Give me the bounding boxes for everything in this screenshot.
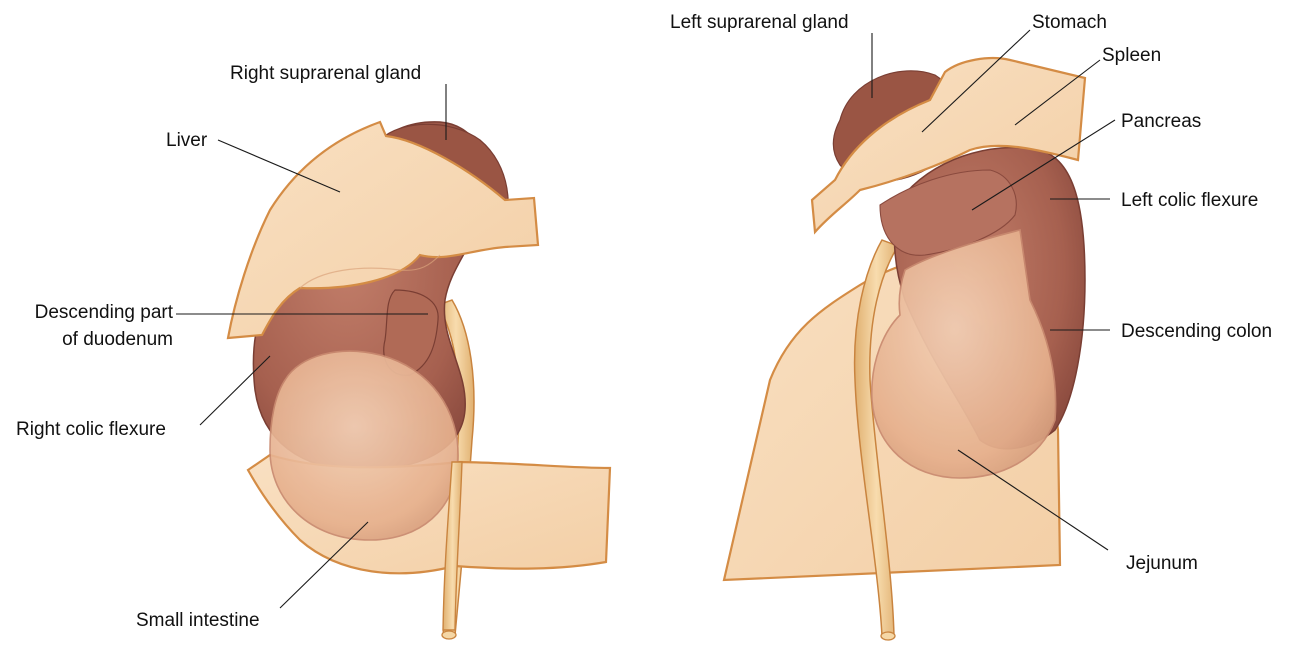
- label-left-suprarenal-gland: Left suprarenal gland: [670, 12, 849, 33]
- label-spleen: Spleen: [1102, 45, 1162, 66]
- left-ureter-end: [881, 632, 895, 640]
- label-right-colic-flexure: Right colic flexure: [16, 419, 166, 440]
- label-descending-part-line1: Descending part: [34, 302, 173, 323]
- label-small-intestine: Small intestine: [136, 610, 260, 631]
- label-descending-part-line2: of duodenum: [62, 329, 173, 350]
- label-pancreas: Pancreas: [1121, 111, 1202, 132]
- label-right-suprarenal-gland: Right suprarenal gland: [230, 63, 422, 84]
- label-liver: Liver: [166, 130, 208, 151]
- label-stomach: Stomach: [1032, 12, 1107, 33]
- right-kidney-view: [228, 122, 610, 639]
- right-ureter-end: [442, 631, 456, 639]
- label-jejunum: Jejunum: [1126, 553, 1198, 574]
- left-kidney-view: [724, 58, 1085, 640]
- label-left-colic-flexure: Left colic flexure: [1121, 190, 1259, 211]
- label-descending-colon: Descending colon: [1121, 321, 1273, 342]
